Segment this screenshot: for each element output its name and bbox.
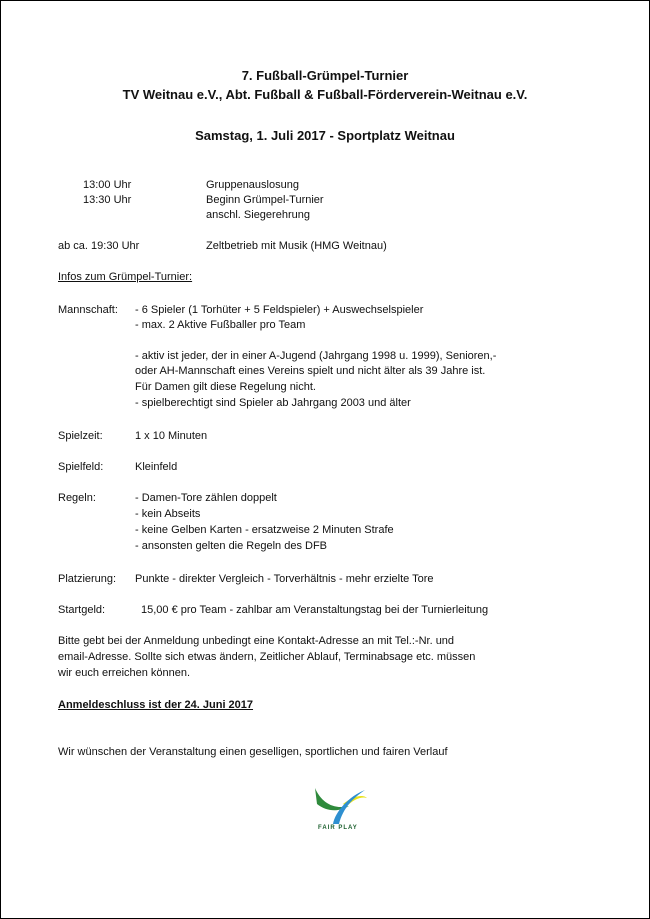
regeln-line: - ansonsten gelten die Regeln des DFB [135, 540, 328, 552]
closing-text: Wir wünschen der Veranstaltung einen geselligen, sportlichen und fairen Verlauf [58, 746, 448, 758]
notice-line: wir euch erreichen können. [58, 667, 191, 679]
spielzeit-value: 1 x 10 Minuten [135, 430, 208, 442]
mannschaft-line: Für Damen gilt diese Regelung nicht. [135, 381, 316, 393]
schedule-text: Zeltbetrieb mit Musik (HMG Weitnau) [206, 240, 387, 252]
event-title: 7. Fußball-Grümpel-Turnier [241, 68, 409, 83]
mannschaft-line: oder AH-Mannschaft eines Vereins spielt und nicht älter als 39 Jahre ist. [135, 365, 486, 377]
schedule-text: Beginn Grümpel-Turnier [206, 194, 324, 206]
info-heading: Infos zum Grümpel-Turnier: [58, 271, 193, 283]
spielfeld-value: Kleinfeld [135, 461, 178, 473]
mannschaft-line: - 6 Spieler (1 Torhüter + 5 Feldspieler) + Auswechselspieler [135, 304, 424, 316]
organizer-line: TV Weitnau e.V., Abt. Fußball & Fußball-Förderverein-Weitnau e.V. [122, 87, 528, 102]
schedule-time: 13:00 Uhr [83, 179, 132, 191]
platzierung-label: Platzierung: [58, 573, 117, 585]
regeln-line: - keine Gelben Karten - ersatzweise 2 Minuten Strafe [135, 524, 394, 536]
spielzeit-label: Spielzeit: [58, 430, 103, 442]
deadline: Anmeldeschluss ist der 24. Juni 2017 [58, 699, 254, 711]
mannschaft-label: Mannschaft: [58, 304, 118, 316]
schedule-text: anschl. Siegerehrung [206, 209, 310, 221]
spielfeld-label: Spielfeld: [58, 461, 104, 473]
regeln-line: - Damen-Tore zählen doppelt [135, 492, 277, 504]
mannschaft-line: - aktiv ist jeder, der in einer A-Jugend (Jahrgang 1998 u. 1999), Senioren,- [135, 350, 497, 362]
schedule-text: Gruppenauslosung [206, 179, 299, 191]
logo-caption: FAIR PLAY [318, 825, 358, 831]
startgeld-label: Startgeld: [58, 604, 106, 616]
notice-line: email-Adresse. Sollte sich etwas ändern, Zeitlicher Ablauf, Terminabsage etc. müssen [58, 651, 476, 663]
regeln-line: - kein Abseits [135, 508, 201, 520]
schedule-time: 13:30 Uhr [83, 194, 132, 206]
startgeld-value: 15,00 € pro Team - zahlbar am Veranstaltungstag bei der Turnierleitung [141, 604, 489, 616]
notice-line: Bitte gebt bei der Anmeldung unbedingt eine Kontakt-Adresse an mit Tel.:-Nr. und [58, 635, 455, 647]
schedule-time: ab ca. 19:30 Uhr [58, 240, 140, 252]
platzierung-value: Punkte - direkter Vergleich - Torverhältnis - mehr erzielte Tore [135, 573, 434, 585]
mannschaft-line: - max. 2 Aktive Fußballer pro Team [135, 319, 306, 331]
event-date-location: Samstag, 1. Juli 2017 - Sportplatz Weitnau [195, 128, 455, 143]
mannschaft-line: - spielberechtigt sind Spieler ab Jahrgang 2003 und älter [135, 397, 411, 409]
regeln-label: Regeln: [58, 492, 96, 504]
